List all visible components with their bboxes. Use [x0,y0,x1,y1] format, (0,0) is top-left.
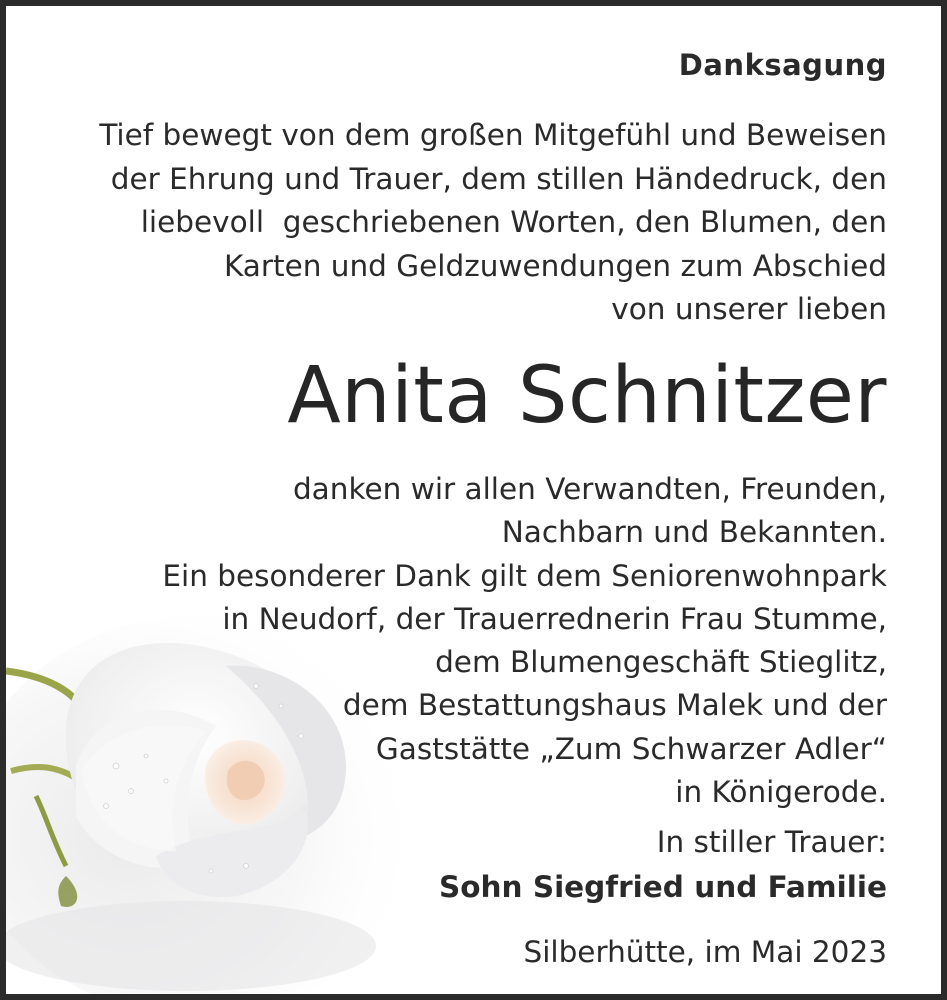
thanks-line: dem Blumengeschäft Stieglitz, [435,645,887,680]
intro-line: von unserer lieben [611,292,887,326]
thanks-line: in Neudorf, der Trauerrednerin Frau Stumme, [222,601,887,636]
thanks-paragraph [162,468,887,814]
thanks-line: Ein besonderer Dank gilt dem Seniorenwohnpark [162,558,887,593]
thanks-line: Nachbarn und Bekannten. [501,515,887,550]
heading: Danksagung [678,48,887,82]
thanks-line: Gaststätte „Zum Schwarzer Adler“ [375,731,887,766]
intro-line: Tief bewegt von dem großen Mitgefühl und Beweisen [99,118,887,152]
intro-line: der Ehrung und Trauer, dem stillen Händedruck, den [110,161,887,196]
deceased-name: Anita Schnitzer [287,351,887,441]
intro-line: liebevoll geschriebenen Worten, den Blumen, den [140,205,887,239]
thanks-line: dem Bestattungshaus Malek und der [342,688,887,723]
thanks-line: in Königerode. [675,775,887,810]
place-date: Silberhütte, im Mai 2023 [523,935,887,969]
signer: Sohn Siegfried und Familie [439,870,887,904]
intro-paragraph [99,114,887,332]
thanks-line: danken wir allen Verwandten, Freunden, [292,472,887,506]
mourning-block [439,820,887,910]
intro-line: Karten und Geldzuwendungen zum Abschied [223,248,887,283]
mourning-label: In stiller Trauer: [656,825,887,859]
